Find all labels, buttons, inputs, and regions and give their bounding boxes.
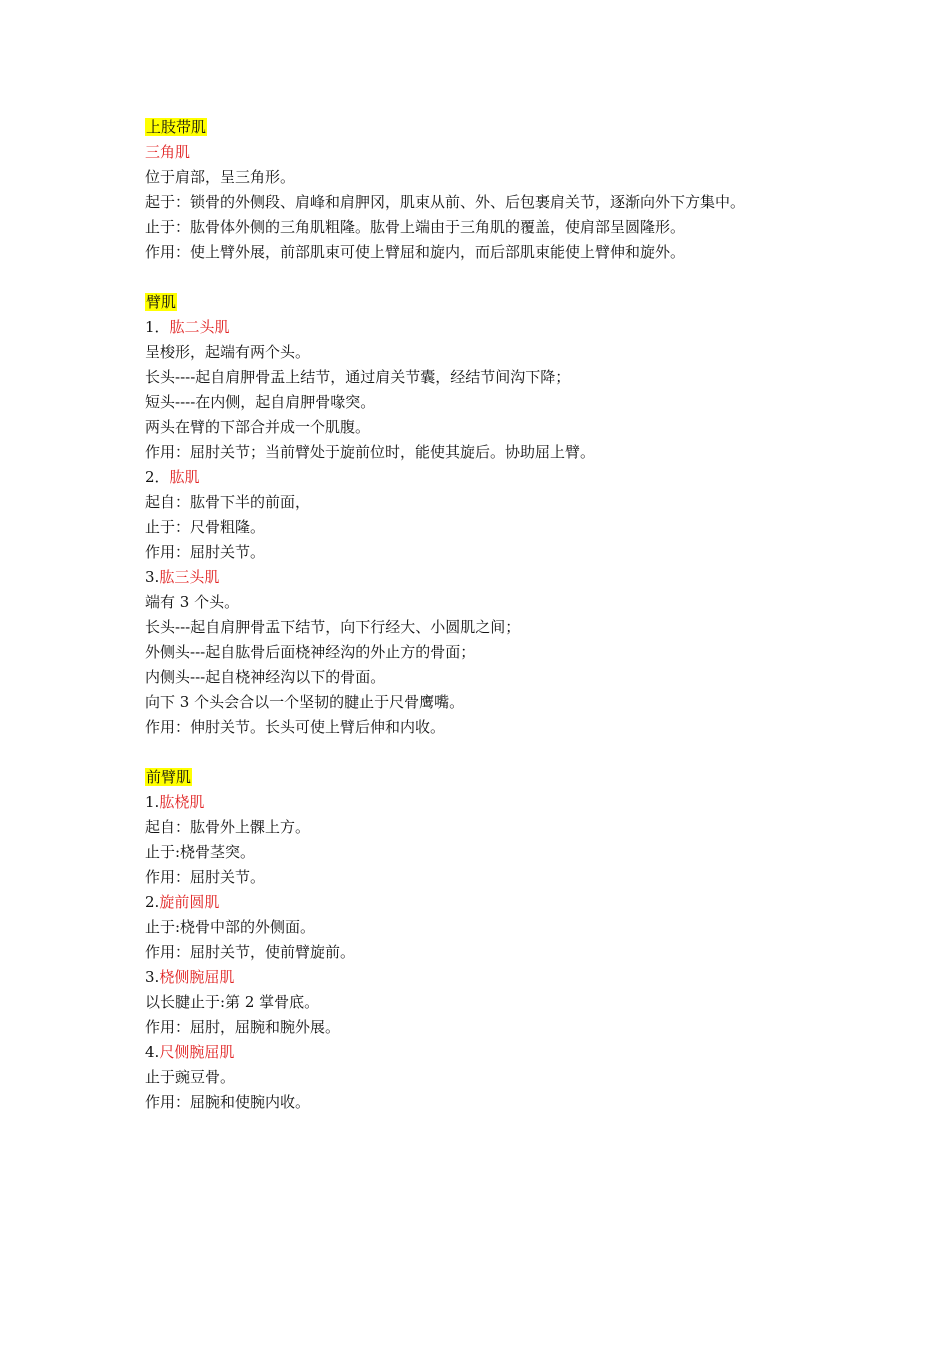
muscle-number: 1． bbox=[145, 318, 170, 336]
text-line: 长头----起自肩胛骨盂上结节，通过肩关节囊，经结节间沟下降； bbox=[145, 368, 571, 386]
section-heading bbox=[145, 290, 865, 315]
text-line: 端有 3 个头。 bbox=[145, 593, 240, 611]
text-line: 作用：屈肘关节。 bbox=[145, 868, 266, 886]
text-line: 位于肩部，呈三角形。 bbox=[145, 168, 296, 186]
text-line: 作用：使上臂外展，前部肌束可使上臂屈和旋内，而后部肌束能使上臂伸和旋外。 bbox=[145, 243, 686, 261]
muscle-title bbox=[145, 790, 865, 815]
text-line: 作用：屈肘关节，使前臂旋前。 bbox=[145, 943, 356, 961]
muscle-name: 尺侧腕屈肌 bbox=[159, 1043, 235, 1061]
text-line: 呈梭形，起端有两个头。 bbox=[145, 343, 311, 361]
text-line: 止于豌豆骨。 bbox=[145, 1068, 236, 1086]
muscle-name: 肱三头肌 bbox=[159, 568, 220, 586]
muscle-title bbox=[145, 465, 865, 490]
text-line: 外侧头---起自肱骨后面桡神经沟的外止方的骨面； bbox=[145, 643, 476, 661]
muscle-name: 肱桡肌 bbox=[159, 793, 205, 811]
muscle-number: 2. bbox=[145, 893, 160, 911]
muscle-number: 3. bbox=[145, 968, 160, 986]
text-line: 止于:桡骨中部的外侧面。 bbox=[145, 918, 316, 936]
text-line: 向下 3 个头会合以一个坚韧的腱止于尺骨鹰嘴。 bbox=[145, 693, 465, 711]
muscle-name: 桡侧腕屈肌 bbox=[159, 968, 235, 986]
text-line: 起自：肱骨外上髁上方。 bbox=[145, 818, 311, 836]
text-line: 止于：尺骨粗隆。 bbox=[145, 518, 266, 536]
muscle-name: 肱二头肌 bbox=[169, 318, 230, 336]
text-line: 作用：屈腕和使腕内收。 bbox=[145, 1093, 311, 1111]
muscle-title bbox=[145, 315, 865, 340]
text-line: 止于:桡骨茎突。 bbox=[145, 843, 256, 861]
muscle-name: 肱肌 bbox=[169, 468, 200, 486]
text-line: 短头----在内侧，起自肩胛骨喙突。 bbox=[145, 393, 376, 411]
text-line: 止于：肱骨体外侧的三角肌粗隆。肱骨上端由于三角肌的覆盖，使肩部呈圆隆形。 bbox=[145, 218, 686, 236]
muscle-title bbox=[145, 890, 865, 915]
text-line: 内侧头---起自桡神经沟以下的骨面。 bbox=[145, 668, 386, 686]
muscle-number: 3. bbox=[145, 568, 160, 586]
text-line: 两头在臂的下部合并成一个肌腹。 bbox=[145, 418, 371, 436]
muscle-title bbox=[145, 1040, 865, 1065]
spacer bbox=[145, 265, 865, 290]
text-line: 作用：伸肘关节。长头可使上臂后伸和内收。 bbox=[145, 718, 446, 736]
muscle-number: 4. bbox=[145, 1043, 160, 1061]
text-line: 起于：锁骨的外侧段、肩峰和肩胛冈，肌束从前、外、后包裹肩关节，逐渐向外下方集中。 bbox=[145, 193, 746, 211]
highlighted-heading: 前臂肌 bbox=[146, 768, 192, 786]
muscle-title: 三角肌 bbox=[145, 143, 191, 161]
text-line: 以长腱止于:第 2 掌骨底。 bbox=[145, 993, 320, 1011]
muscle-name: 旋前圆肌 bbox=[159, 893, 220, 911]
highlighted-heading: 臂肌 bbox=[146, 293, 177, 311]
text-line: 作用：屈肘关节；当前臂处于旋前位时，能使其旋后。协助屈上臂。 bbox=[145, 443, 596, 461]
section-heading bbox=[145, 765, 865, 790]
text-line: 起自：肱骨下半的前面， bbox=[145, 493, 311, 511]
text-line: 长头---起自肩胛骨盂下结节，向下行经大、小圆肌之间； bbox=[145, 618, 521, 636]
muscle-number: 2． bbox=[145, 468, 170, 486]
text-line: 作用：屈肘关节。 bbox=[145, 543, 266, 561]
muscle-title bbox=[145, 965, 865, 990]
spacer bbox=[145, 740, 865, 765]
document-page bbox=[145, 115, 865, 1115]
text-line: 作用：屈肘，屈腕和腕外展。 bbox=[145, 1018, 341, 1036]
section-heading bbox=[145, 115, 865, 140]
highlighted-heading: 上肢带肌 bbox=[146, 118, 207, 136]
muscle-number: 1. bbox=[145, 793, 160, 811]
muscle-title bbox=[145, 565, 865, 590]
